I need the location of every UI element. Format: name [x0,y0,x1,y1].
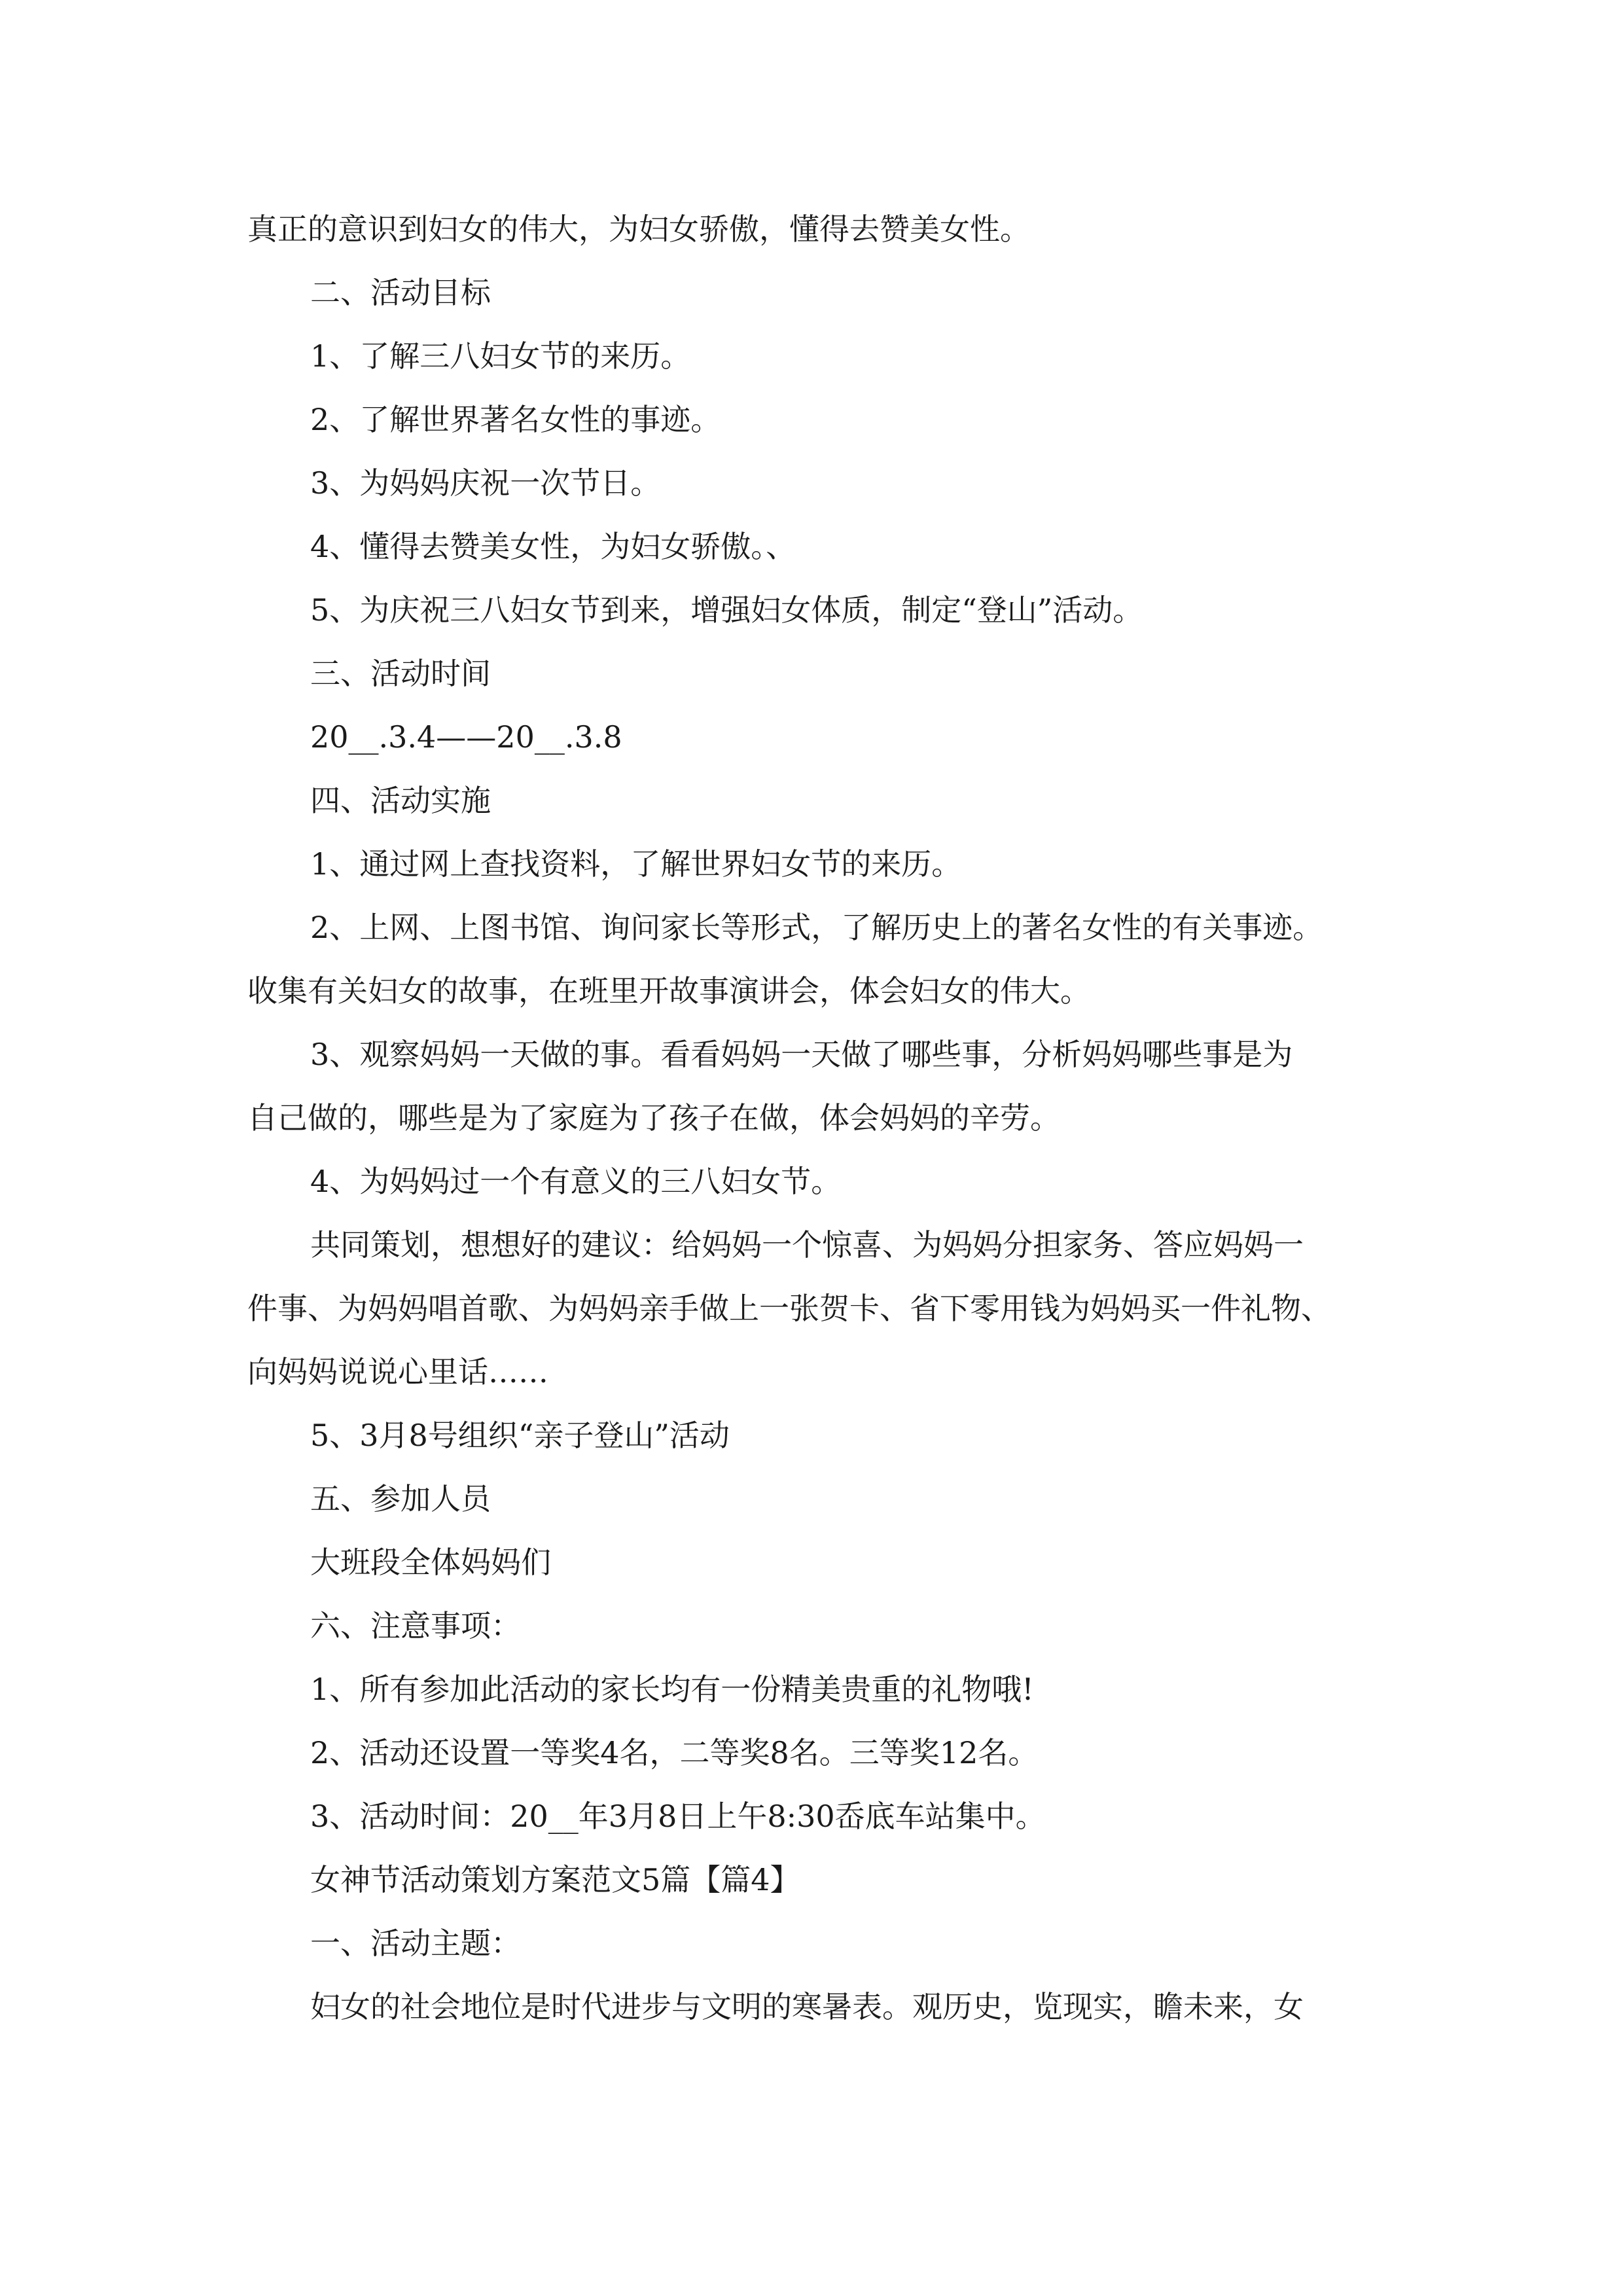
implementation-item-5: 5、3月8号组织“亲子登山”活动 [310,1418,730,1453]
implementation-item-2-continued: 收集有关妇女的故事，在班里开故事演讲会，体会妇女的伟大。 [247,973,1090,1009]
goal-item-4: 4、懂得去赞美女性，为妇女骄傲。、 [310,529,796,564]
implementation-item-2: 2、上网、上图书馆、询问家长等形式，了解历史上的著名女性的有关事迹。 [310,910,1323,945]
implementation-item-4: 4、为妈妈过一个有意义的三八妇女节。 [310,1164,842,1199]
goal-item-5: 5、为庆祝三八妇女节到来，增强妇女体质，制定“登山”活动。 [310,592,1143,628]
goal-item-3: 3、为妈妈庆祝一次节日。 [310,465,661,501]
planning-paragraph-line-3: 向妈妈说说心里话…… [247,1354,548,1390]
section-heading-notes: 六、注意事项： [310,1608,521,1643]
planning-paragraph: 共同策划，想想好的建议：给妈妈一个惊喜、为妈妈分担家务、答应妈妈一 [310,1227,1304,1263]
section-heading-participants: 五、参加人员 [310,1481,491,1516]
notes-item-1: 1、所有参加此活动的家长均有一份精美贵重的礼物哦! [310,1672,1034,1707]
goal-item-1: 1、了解三八妇女节的来历。 [310,338,691,374]
participants-text: 大班段全体妈妈们 [310,1545,551,1580]
notes-item-3: 3、活动时间：20__年3月8日上午8:30岙底车站集中。 [310,1799,1046,1834]
notes-item-2: 2、活动还设置一等奖4名，二等奖8名。三等奖12名。 [310,1735,1039,1770]
section-heading-implementation: 四、活动实施 [310,783,491,818]
goal-item-2: 2、了解世界著名女性的事迹。 [310,402,721,437]
implementation-item-3: 3、观察妈妈一天做的事。看看妈妈一天做了哪些事，分析妈妈哪些事是为 [310,1037,1293,1072]
section-heading-goals: 二、活动目标 [310,275,491,310]
activity-date-range: 20__.3.4——20__.3.8 [310,719,622,755]
article-subtitle: 女神节活动策划方案范文5篇【篇4】 [310,1862,800,1897]
implementation-item-1: 1、通过网上查找资料，了解世界妇女节的来历。 [310,846,962,882]
implementation-item-3-continued: 自己做的，哪些是为了家庭为了孩子在做，体会妈妈的辛劳。 [247,1100,1060,1136]
section-heading-theme: 一、活动主题： [310,1926,521,1961]
planning-paragraph-line-2: 件事、为妈妈唱首歌、为妈妈亲手做上一张贺卡、省下零用钱为妈妈买一件礼物、 [247,1291,1331,1326]
theme-paragraph: 妇女的社会地位是时代进步与文明的寒暑表。观历史，览现实，瞻未来，女 [310,1989,1304,2024]
section-heading-time: 三、活动时间 [310,656,491,691]
paragraph-continuation: 真正的意识到妇女的伟大，为妇女骄傲，懂得去赞美女性。 [247,211,1030,247]
